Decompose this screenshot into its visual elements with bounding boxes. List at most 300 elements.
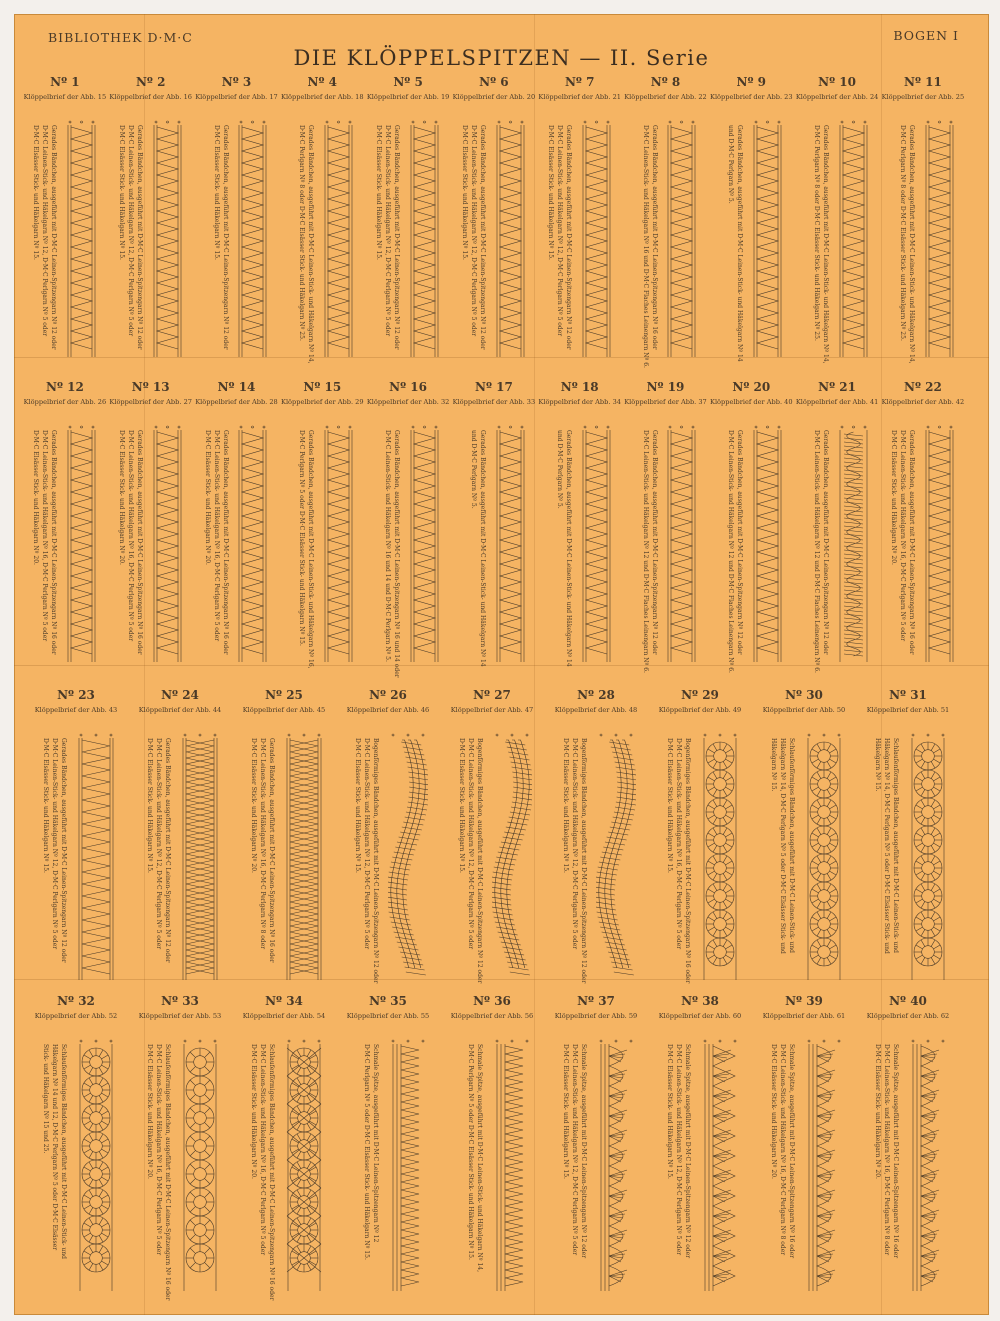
lace-pattern-strip [700, 732, 740, 982]
description-line: Bogenförmiges Bändchen, ausgeführt mit D·M·C Leinen-Spitzengarn Nº 12 oder [475, 738, 483, 984]
pattern-description [561, 1044, 588, 1258]
description-line: Bogenförmiges Bändchen, ausgeführt mit D·M·C Leinen-Spitzengarn Nº 12 oder [579, 738, 587, 984]
pattern-description [203, 430, 230, 655]
pattern-caption: Klöppelbrief der Abb. 61 [762, 1012, 846, 1020]
lace-pattern-strip [751, 424, 784, 664]
pattern-number: Nº 23 [57, 688, 95, 702]
sheet-number: BOGEN I [893, 28, 959, 43]
pattern-cell [24, 994, 128, 1299]
description-line: D·M·C Elsässer Stick- und Häkelgarn Nº 15. [117, 125, 125, 260]
lace-pattern-strip [236, 119, 269, 359]
description-line: D·M·C Leinen-Stick- und Häkelgarn Nº 16, D·M·C Perlgarn Nº 8 oder [882, 1044, 890, 1256]
pattern-description [297, 125, 315, 364]
description-line: D·M·C Leinen-Stick- und Häkelgarn Nº 16, D·M·C Perlgarn Nº 8 oder [778, 1044, 786, 1256]
lace-pattern-strip [492, 1038, 532, 1293]
description-line: Schmale Spitze, ausgeführt mit D·M·C Leinen-Spitzengarn Nº 12 [371, 1044, 379, 1243]
pattern-cell [440, 994, 544, 1299]
pattern-description [641, 125, 659, 368]
lace-pattern-strip [596, 732, 636, 982]
pattern-cell [108, 75, 194, 365]
description-line: Gerades Bändchen, ausgeführt mit D·M·C Leinen-Spitzengarn Nº 12 oder [479, 125, 487, 350]
pattern-caption: Klöppelbrief der Abb. 41 [795, 398, 879, 406]
pattern-number: Nº 22 [903, 380, 942, 394]
pattern-cell [336, 688, 440, 988]
description-line: Schlaufenförmiges Bändchen, ausgeführt mit D·M·C Leinen-Stick- und [787, 738, 795, 954]
lace-pattern-strip [65, 119, 98, 359]
description-line: D·M·C Leinen-Stick- und Häkelgarn Nº 16, D·M·C Perlgarn Nº 5 oder [126, 430, 134, 642]
pattern-number: Nº 14 [217, 380, 256, 394]
description-line: Gerades Bändchen, ausgeführt mit D·M·C Leinen-Stick- und Häkelgarn Nº 14, [908, 125, 916, 364]
description-line: Stick- und Häkelgarn Nº 15 und 25. [41, 1044, 49, 1154]
pattern-caption: Klöppelbrief der Abb. 33 [452, 398, 536, 406]
description-line: D·M·C Elsässer Stick- und Häkelgarn Nº 20. [769, 1044, 777, 1179]
lace-pattern-strip [665, 424, 698, 664]
lace-pattern-strip [408, 424, 441, 664]
pattern-description [898, 125, 916, 364]
pattern-cell [752, 688, 856, 988]
lace-pattern-strip [76, 732, 116, 982]
description-line: D·M·C Leinen-Stick- und Häkelgarn Nº 12, D·M·C Perlgarn Nº 5 oder [466, 738, 474, 950]
pattern-number: Nº 40 [889, 994, 927, 1008]
pattern-description [665, 1044, 692, 1258]
pattern-cell [451, 75, 537, 365]
pattern-cell [22, 75, 108, 365]
pattern-caption: Klöppelbrief der Abb. 17 [195, 93, 278, 101]
description-line: Gerades Bändchen, ausgeführt mit D·M·C Leinen-Stick- und Häkelgarn Nº 14 [564, 430, 572, 667]
pattern-description [249, 738, 276, 963]
description-line: Schlaufenförmiges Bändchen, ausgeführt mit D·M·C Leinen-Spitzengarn Nº 16 oder [163, 1044, 171, 1301]
pattern-description [561, 738, 588, 983]
lace-pattern-strip [837, 119, 870, 359]
description-line: Gerades Bändchen, ausgeführt mit D·M·C Leinen-Spitzengarn Nº 16 oder [50, 430, 58, 655]
pattern-cell [623, 75, 709, 368]
description-line: D·M·C Leinen-Stick- und Häkelgarn Nº 16, D·M·C Perlgarn Nº 5 oder [41, 430, 49, 642]
pattern-number: Nº 28 [577, 688, 615, 702]
pattern-description [726, 430, 744, 673]
pattern-description [466, 1044, 484, 1272]
description-line: Häkelgarn Nº 14, D·M·C Perlgarn Nº 5 oder D·M·C Elsässer Stick- und [778, 738, 786, 954]
pattern-description [297, 430, 315, 669]
pattern-description [383, 430, 401, 678]
description-line: D·M·C Perlgarn Nº 5 oder D·M·C Elsässer Stick- und Häkelgarn Nº 15. [362, 1044, 370, 1260]
pattern-caption: Klöppelbrief der Abb. 25 [881, 93, 965, 101]
description-line: D·M·C Elsässer Stick- und Häkelgarn Nº 15. [461, 125, 469, 260]
description-line: Gerades Bändchen, ausgeführt mit D·M·C Leinen-Spitzengarn Nº 12 oder [822, 430, 830, 655]
pattern-caption: Klöppelbrief der Abb. 60 [658, 1012, 742, 1020]
description-line: D·M·C Elsässer Stick- und Häkelgarn Nº 15. [561, 738, 569, 873]
lace-pattern-strip [596, 1038, 636, 1293]
pattern-cell [365, 380, 451, 678]
pattern-description [145, 1044, 172, 1300]
pattern-cell [794, 380, 880, 673]
pattern-description [873, 738, 900, 954]
pattern-caption: Klöppelbrief der Abb. 22 [624, 93, 707, 101]
pattern-description [117, 125, 144, 350]
description-line: D·M·C Leinen-Stick- und Häkelgarn Nº 12 und D·M·C Flaches Leinengarn Nº 6. [727, 430, 735, 673]
pattern-cell [451, 380, 537, 670]
pattern-number: Nº 37 [577, 994, 615, 1008]
description-line: Gerades Bändchen, ausgeführt mit D·M·C Leinen-Spitzengarn Nº 12 oder [393, 125, 401, 350]
description-line: D·M·C Elsässer Stick- und Häkelgarn Nº 20. [249, 738, 257, 873]
pattern-description [457, 738, 484, 983]
pattern-description [41, 1044, 68, 1259]
lace-pattern-strip [908, 732, 948, 982]
description-line: D·M·C Elsässer Stick- und Häkelgarn Nº 15. [457, 738, 465, 873]
pattern-cell [537, 380, 623, 670]
description-line: D·M·C Leinen-Stick- und Häkelgarn Nº 16 und D·M·C Flaches Leinengarn Nº 6. [641, 125, 649, 368]
lace-pattern-strip [284, 1038, 324, 1293]
description-line: D·M·C Elsässer Stick- und Häkelgarn Nº 15. [561, 1044, 569, 1179]
pattern-description [873, 1044, 900, 1258]
description-line: Häkelgarn Nº 15. [769, 738, 777, 792]
pattern-caption: Klöppelbrief der Abb. 37 [624, 398, 707, 406]
description-line: Gerades Bändchen, ausgeführt mit D·M·C Leinen-Spitzengarn Nº 16 oder [908, 430, 916, 655]
pattern-caption: Klöppelbrief der Abb. 46 [346, 706, 430, 714]
pattern-cell [708, 75, 794, 365]
library-label: BIBLIOTHEK D·M·C [48, 30, 193, 45]
page-title: DIE KLÖPPELSPITZEN — II. Serie [293, 46, 710, 70]
pattern-number: Nº 31 [889, 688, 927, 702]
pattern-description [546, 125, 573, 350]
pattern-description [769, 1044, 796, 1258]
lace-pattern-strip [837, 424, 870, 664]
pattern-cell [880, 380, 966, 670]
description-line: D·M·C Elsässer Stick- und Häkelgarn Nº 20. [873, 1044, 881, 1179]
pattern-description [889, 430, 916, 655]
description-line: D·M·C Leinen-Stick- und Häkelgarn Nº 16, D·M·C Perlgarn Nº 5 oder [258, 1044, 266, 1256]
pattern-caption: Klöppelbrief der Abb. 59 [554, 1012, 638, 1020]
description-line: Gerades Bändchen, ausgeführt mit D·M·C Leinen-Spitzengarn Nº 12 oder [221, 125, 229, 350]
description-line: D·M·C Elsässer Stick- und Häkelgarn Nº 15. [41, 738, 49, 873]
pattern-caption: Klöppelbrief der Abb. 44 [138, 706, 222, 714]
pattern-caption: Klöppelbrief der Abb. 26 [23, 398, 107, 406]
description-line: D·M·C Leinen-Stick- und Häkelgarn Nº 12, D·M·C Perlgarn Nº 5 oder [154, 738, 162, 950]
pattern-caption: Klöppelbrief der Abb. 18 [281, 93, 364, 101]
pattern-description [726, 125, 744, 362]
description-line: Gerades Bändchen, ausgeführt mit D·M·C Leinen-Stick- und Häkelgarn Nº 14, [307, 125, 315, 364]
description-line: Schmale Spitze, ausgeführt mit D·M·C Leinen-Stick- und Häkelgarn Nº 14, [475, 1044, 483, 1273]
lace-pattern-strip [180, 732, 220, 982]
pattern-caption: Klöppelbrief der Abb. 55 [346, 1012, 430, 1020]
lace-pattern-strip [180, 1038, 220, 1293]
description-line: D·M·C Elsässer Stick- und Häkelgarn Nº 20. [249, 1044, 257, 1179]
pattern-description [117, 430, 144, 655]
description-line: D·M·C Elsässer Stick- und Häkelgarn Nº 15. [212, 125, 220, 260]
description-line: D·M·C Leinen-Stick- und Häkelgarn Nº 12 und D·M·C Flaches Leinengarn Nº 6. [813, 430, 821, 673]
pattern-cell [128, 994, 232, 1299]
pattern-caption: Klöppelbrief der Abb. 45 [242, 706, 326, 714]
description-line: Gerades Bändchen, ausgeführt mit D·M·C Leinen-Stick- und Häkelgarn Nº 14, [822, 125, 830, 364]
description-line: D·M·C Elsässer Stick- und Häkelgarn Nº 15. [665, 738, 673, 873]
lace-pattern-strip [322, 119, 355, 359]
pattern-description [769, 738, 796, 954]
description-line: Gerades Bändchen, ausgeführt mit D·M·C Leinen-Spitzengarn Nº 12 oder [135, 125, 143, 350]
pattern-caption: Klöppelbrief der Abb. 49 [658, 706, 742, 714]
lace-pattern-strip [151, 119, 184, 359]
pattern-number: Nº 8 [650, 75, 681, 89]
description-line: D·M·C Perlgarn Nº 8 oder D·M·C Elsässer Stick- und Häkelgarn Nº 25. [899, 125, 907, 341]
lace-pattern-strip [923, 119, 956, 359]
pattern-cell [544, 994, 648, 1299]
description-line: D·M·C Leinen-Stick- und Häkelgarn Nº 12 und D·M·C Flaches Leinengarn Nº 6. [641, 430, 649, 673]
pattern-caption: Klöppelbrief der Abb. 54 [242, 1012, 326, 1020]
pattern-cell [440, 688, 544, 988]
lace-pattern-strip [494, 119, 527, 359]
pattern-cell [648, 994, 752, 1299]
description-line: und D·M·C Perlgarn Nº 5. [470, 430, 478, 509]
pattern-cell [24, 688, 128, 988]
description-line: Gerades Bändchen, ausgeführt mit D·M·C Leinen-Stick- und Häkelgarn Nº 16, [307, 430, 315, 669]
pattern-cell [856, 688, 960, 988]
pattern-description [555, 430, 573, 667]
pattern-number: Nº 24 [161, 688, 199, 702]
pattern-description [31, 430, 58, 655]
description-line: D·M·C Leinen-Stick- und Häkelgarn Nº 12, D·M·C Perlgarn Nº 5 oder [570, 738, 578, 950]
description-line: Gerades Bändchen, ausgeführt mit D·M·C Leinen-Spitzengarn Nº 12 oder [650, 430, 658, 655]
pattern-description [665, 738, 692, 983]
lace-pattern-strip [284, 732, 324, 982]
description-line: D·M·C Leinen-Stick- und Häkelgarn Nº 12, D·M·C Perlgarn Nº 5 oder [126, 125, 134, 337]
pattern-description [812, 125, 830, 364]
description-line: Gerades Bändchen, ausgeführt mit D·M·C Leinen-Spitzengarn Nº 12 oder [59, 738, 67, 963]
lace-pattern-strip [492, 732, 532, 982]
pattern-number: Nº 16 [389, 380, 428, 394]
pattern-cell [232, 994, 336, 1299]
description-line: D·M·C Elsässer Stick- und Häkelgarn Nº 20. [117, 430, 125, 565]
description-line: D·M·C Elsässer Stick- und Häkelgarn Nº 20. [145, 1044, 153, 1179]
pattern-cell [648, 688, 752, 988]
description-line: D·M·C Elsässer Stick- und Häkelgarn Nº 20. [203, 430, 211, 565]
pattern-cell [537, 75, 623, 365]
pattern-cell [623, 380, 709, 673]
description-line: Gerades Bändchen, ausgeführt mit D·M·C Leinen-Spitzengarn Nº 12 oder [736, 430, 744, 655]
description-line: D·M·C Leinen-Stick- und Häkelgarn Nº 12, D·M·C Perlgarn Nº 5 oder [570, 1044, 578, 1256]
pattern-number: Nº 26 [369, 688, 407, 702]
pattern-caption: Klöppelbrief der Abb. 15 [23, 93, 107, 101]
description-line: D·M·C Elsässer Stick- und Häkelgarn Nº 15. [145, 738, 153, 873]
pattern-number: Nº 38 [681, 994, 719, 1008]
lace-pattern-strip [908, 1038, 948, 1293]
pattern-description [353, 738, 380, 983]
pattern-number: Nº 11 [903, 75, 942, 89]
lace-pattern-strip [151, 424, 184, 664]
pattern-number: Nº 36 [473, 994, 511, 1008]
description-line: D·M·C Leinen-Stick- und Häkelgarn Nº 12, D·M·C Perlgarn Nº 5 oder [41, 125, 49, 337]
pattern-caption: Klöppelbrief der Abb. 24 [795, 93, 879, 101]
pattern-number: Nº 5 [393, 75, 423, 89]
pattern-cell [856, 994, 960, 1299]
description-line: D·M·C Elsässer Stick- und Häkelgarn Nº 20. [890, 430, 898, 565]
pattern-number: Nº 34 [265, 994, 303, 1008]
description-line: und D·M·C Perlgarn Nº 5. [555, 430, 563, 509]
description-line: D·M·C Leinen-Stick- und Häkelgarn Nº 12, D·M·C Perlgarn Nº 5 oder [674, 1044, 682, 1256]
pattern-number: Nº 10 [818, 75, 857, 89]
description-line: D·M·C Perlgarn Nº 8 oder D·M·C Elsässer Stick- und Häkelgarn Nº 25. [813, 125, 821, 341]
lace-pattern-strip [322, 424, 355, 664]
pattern-number: Nº 33 [161, 994, 199, 1008]
pattern-caption: Klöppelbrief der Abb. 27 [109, 398, 192, 406]
description-line: D·M·C Perlgarn Nº 8 oder D·M·C Elsässer Stick- und Häkelgarn Nº 25. [298, 125, 306, 341]
pattern-caption: Klöppelbrief der Abb. 21 [538, 93, 621, 101]
pattern-cell [336, 994, 440, 1299]
description-line: D·M·C Leinen-Stick- und Häkelgarn Nº 16, D·M·C Perlgarn Nº 5 oder [899, 430, 907, 642]
description-line: und D·M·C Perlgarn Nº 5. [727, 125, 735, 204]
description-line: Schlaufenförmiges Bändchen, ausgeführt mit D·M·C Leinen-Spitzengarn Nº 16 oder [267, 1044, 275, 1301]
pattern-caption: Klöppelbrief der Abb. 51 [866, 706, 950, 714]
lace-pattern-strip [236, 424, 269, 664]
description-line: D·M·C Elsässer Stick- und Häkelgarn Nº 15. [353, 738, 361, 873]
lace-pattern-strip [388, 732, 428, 982]
pattern-number: Nº 2 [135, 75, 166, 89]
description-line: Schmale Spitze, ausgeführt mit D·M·C Leinen-Spitzengarn Nº 16 oder [787, 1044, 795, 1259]
pattern-number: Nº 9 [736, 75, 767, 89]
pattern-caption: Klöppelbrief der Abb. 42 [881, 398, 965, 406]
pattern-cell [232, 688, 336, 988]
pattern-caption: Klöppelbrief der Abb. 23 [710, 93, 793, 101]
pattern-number: Nº 17 [474, 380, 513, 394]
pattern-cell [365, 75, 451, 365]
description-line: D·M·C Elsässer Stick- und Häkelgarn Nº 20. [32, 430, 40, 565]
pattern-description [641, 430, 659, 673]
pattern-description [374, 125, 401, 350]
description-line: D·M·C Leinen-Stick- und Häkelgarn Nº 12, D·M·C Perlgarn Nº 5 oder [470, 125, 478, 337]
description-line: D·M·C Elsässer Stick- und Häkelgarn Nº 15. [546, 125, 554, 260]
pattern-number: Nº 25 [265, 688, 303, 702]
pattern-number: Nº 32 [57, 994, 95, 1008]
description-line: D·M·C Perlgarn Nº 5 oder D·M·C Elsässer Stick- und Häkelgarn Nº 15. [466, 1044, 474, 1260]
lace-pattern-strip [580, 119, 613, 359]
pattern-description [460, 125, 487, 350]
pattern-number: Nº 39 [785, 994, 823, 1008]
pattern-cell [279, 380, 365, 670]
pattern-description [41, 738, 68, 963]
description-line: D·M·C Elsässer Stick- und Häkelgarn Nº 15. [375, 125, 383, 260]
pattern-cell [880, 75, 966, 365]
lace-pattern-strip [408, 119, 441, 359]
pattern-caption: Klöppelbrief der Abb. 56 [450, 1012, 534, 1020]
description-line: D·M·C Leinen-Stick- und Häkelgarn Nº 16, D·M·C Perlgarn Nº 5 oder [674, 738, 682, 950]
pattern-cell [22, 380, 108, 670]
pattern-cell [108, 380, 194, 670]
description-line: D·M·C Leinen-Stick- und Häkelgarn Nº 12, D·M·C Perlgarn Nº 5 oder [362, 738, 370, 950]
description-line: Gerades Bändchen, ausgeführt mit D·M·C Leinen-Spitzengarn Nº 12 oder [564, 125, 572, 350]
pattern-caption: Klöppelbrief der Abb. 16 [109, 93, 192, 101]
description-line: Häkelgarn Nº 15. [873, 738, 881, 792]
pattern-caption: Klöppelbrief der Abb. 48 [554, 706, 638, 714]
lace-pattern-strip [494, 424, 527, 664]
pattern-caption: Klöppelbrief der Abb. 53 [138, 1012, 222, 1020]
description-line: Bogenförmiges Bändchen, ausgeführt mit D·M·C Leinen-Spitzengarn Nº 16 oder [683, 738, 691, 984]
description-line: Gerades Bändchen, ausgeführt mit D·M·C Leinen-Spitzengarn Nº 16 oder [135, 430, 143, 655]
lace-pattern-strip [700, 1038, 740, 1293]
pattern-cell [752, 994, 856, 1299]
pattern-number: Nº 1 [50, 75, 80, 89]
pattern-caption: Klöppelbrief der Abb. 62 [866, 1012, 950, 1020]
pattern-caption: Klöppelbrief der Abb. 32 [366, 398, 450, 406]
pattern-number: Nº 30 [785, 688, 823, 702]
description-line: D·M·C Leinen-Stick- und Häkelgarn Nº 12, D·M·C Perlgarn Nº 5 oder [384, 125, 392, 337]
pattern-description [212, 125, 230, 350]
pattern-cell [194, 75, 280, 365]
pattern-caption: Klöppelbrief der Abb. 20 [452, 93, 536, 101]
pattern-number: Nº 29 [681, 688, 719, 702]
pattern-caption: Klöppelbrief der Abb. 47 [450, 706, 534, 714]
lace-pattern-strip [804, 1038, 844, 1293]
description-line: Schlaufenförmiges Bändchen, ausgeführt mit D·M·C Leinen-Stick- und [59, 1044, 67, 1260]
pattern-cell [194, 380, 280, 670]
pattern-cell [708, 380, 794, 673]
lace-pattern-strip [804, 732, 844, 982]
pattern-caption: Klöppelbrief der Abb. 34 [538, 398, 621, 406]
pattern-description [362, 1044, 380, 1260]
pattern-number: Nº 18 [560, 380, 599, 394]
description-line: Gerades Bändchen, ausgeführt mit D·M·C Leinen-Spitzengarn Nº 16 oder [267, 738, 275, 963]
pattern-number: Nº 27 [473, 688, 511, 702]
pattern-caption: Klöppelbrief der Abb. 29 [281, 398, 364, 406]
pattern-description [145, 738, 172, 963]
pattern-number: Nº 12 [45, 380, 84, 394]
description-line: D·M·C Elsässer Stick- und Häkelgarn Nº 15. [32, 125, 40, 260]
pattern-number: Nº 35 [369, 994, 407, 1008]
pattern-number: Nº 7 [564, 75, 595, 89]
lace-pattern-strip [65, 424, 98, 664]
description-line: Schlaufenförmiges Bändchen, ausgeführt mit D·M·C Leinen-Stick- und [891, 738, 899, 954]
description-line: D·M·C Leinen-Stick- und Häkelgarn Nº 16 und 14 und D·M·C Perlgarn Nº 5. [384, 430, 392, 662]
description-line: D·M·C Leinen-Stick- und Häkelgarn Nº 12, D·M·C Perlgarn Nº 5 oder [555, 125, 563, 337]
description-line: D·M·C Leinen-Stick- und Häkelgarn Nº 12, D·M·C Perlgarn Nº 5 oder [50, 738, 58, 950]
pattern-description [812, 430, 830, 673]
pattern-cell [279, 75, 365, 365]
description-line: Schmale Spitze, ausgeführt mit D·M·C Leinen-Spitzengarn Nº 12 oder [683, 1044, 691, 1259]
description-line: Häkelgarn Nº 14, D·M·C Perlgarn Nº 5 oder D·M·C Elsässer Stick- und [882, 738, 890, 954]
description-line: Schmale Spitze, ausgeführt mit D·M·C Leinen-Spitzengarn Nº 12 oder [579, 1044, 587, 1259]
description-line: Gerades Bändchen, ausgeführt mit D·M·C Leinen-Stick- und Häkelgarn Nº 14 [736, 125, 744, 362]
description-line: D·M·C Leinen-Stick- und Häkelgarn Nº 16, D·M·C Perlgarn Nº 5 oder [154, 1044, 162, 1256]
pattern-caption: Klöppelbrief der Abb. 43 [34, 706, 118, 714]
pattern-caption: Klöppelbrief der Abb. 19 [366, 93, 450, 101]
pattern-description [469, 430, 487, 667]
description-line: Gerades Bändchen, ausgeführt mit D·M·C Leinen-Spitzengarn Nº 16 und 14 oder [393, 430, 401, 678]
description-line: D·M·C Leinen-Stick- und Häkelgarn Nº 16, D·M·C Perlgarn Nº 5 oder [212, 430, 220, 642]
pattern-number: Nº 4 [307, 75, 338, 89]
description-line: Gerades Bändchen, ausgeführt mit D·M·C Leinen-Spitzengarn Nº 16 oder [221, 430, 229, 655]
pattern-cell [544, 688, 648, 988]
pattern-caption: Klöppelbrief der Abb. 50 [762, 706, 846, 714]
pattern-cell [128, 688, 232, 988]
lace-pattern-strip [76, 1038, 116, 1293]
pattern-description [31, 125, 58, 350]
lace-pattern-strip [923, 424, 956, 664]
description-line: Bogenförmiges Bändchen, ausgeführt mit D·M·C Leinen-Spitzengarn Nº 12 oder [371, 738, 379, 984]
pattern-number: Nº 6 [479, 75, 509, 89]
lace-pattern-strip [580, 424, 613, 664]
pattern-cell [794, 75, 880, 365]
pattern-description [249, 1044, 276, 1300]
description-line: Gerades Bändchen, ausgeführt mit D·M·C Leinen-Spitzengarn Nº 16 oder [650, 125, 658, 350]
description-line: D·M·C Perlgarn Nº 5 oder D·M·C Elsässer Stick- und Häkelgarn Nº 15. [298, 430, 306, 646]
description-line: Häkelgarn Nº 14 und 12, D·M·C Perlgarn Nº 5 oder D·M·C Elsässer [50, 1044, 58, 1251]
pattern-caption: Klöppelbrief der Abb. 28 [195, 398, 278, 406]
lace-pattern-strip [665, 119, 698, 359]
pattern-number: Nº 3 [221, 75, 252, 89]
description-line: D·M·C Elsässer Stick- und Häkelgarn Nº 15. [665, 1044, 673, 1179]
lace-pattern-strip [388, 1038, 428, 1293]
pattern-number: Nº 21 [818, 380, 857, 394]
pattern-number: Nº 13 [131, 380, 170, 394]
description-line: Gerades Bändchen, ausgeführt mit D·M·C Leinen-Spitzengarn Nº 12 oder [50, 125, 58, 350]
description-line: Schmale Spitze, ausgeführt mit D·M·C Leinen-Spitzengarn Nº 16 oder [891, 1044, 899, 1259]
description-line: Gerades Bändchen, ausgeführt mit D·M·C Leinen-Stick- und Häkelgarn Nº 14 [479, 430, 487, 667]
